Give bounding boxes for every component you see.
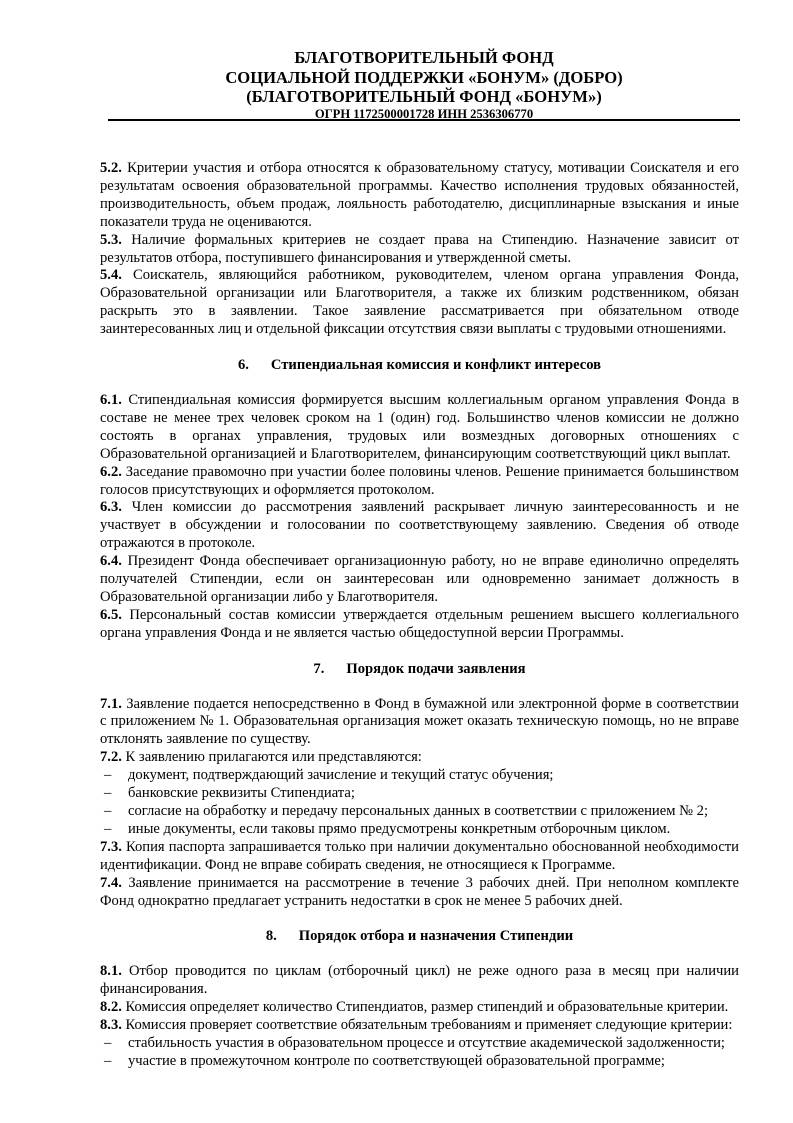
clause-number: 7.2. xyxy=(100,749,122,766)
clause-6-4 xyxy=(100,553,739,607)
clause-text: Отбор проводится по циклам (отборочный цикл) не реже одного раза в месяц при наличии финансирования. xyxy=(100,963,739,998)
clause-text: Заседание правомочно при участии более половины членов. Решение принимается большинством голосов присутствующих и оформляется протоколом. xyxy=(100,463,739,498)
clause-7-1 xyxy=(100,696,739,750)
clause-text: Комиссия определяет количество Стипендиатов, размер стипендий и образовательные критерии. xyxy=(125,999,729,1016)
clause-number: 7.1. xyxy=(100,695,122,712)
clause-text: Заявление принимается на рассмотрение в течение 3 рабочих дней. При неполном комплекте Фонд однократно предлагает устранить недостатки в срок не менее 5 рабочих дней. xyxy=(100,874,739,909)
clause-text: Критерии участия и отбора относятся к образовательному статусу, мотивации Соискателя и его результатам освоения образовательной программы. Качество исполнения трудовых обязанностей, производительность, объем продаж, лояльность работодателю, дисциплинарные взыскания и иные показатели труда не оцениваются. xyxy=(100,160,739,230)
clause-number: 5.4. xyxy=(100,267,122,284)
clause-8-1 xyxy=(100,963,739,999)
clause-6-3 xyxy=(100,499,739,553)
clause-5-4 xyxy=(100,267,739,339)
clause-number: 8.3. xyxy=(100,1017,122,1034)
clause-6-2 xyxy=(100,464,739,500)
clause-7-3 xyxy=(100,839,739,875)
list-item: – иные документы, если таковы прямо предусмотрены конкретным отборочным циклом. xyxy=(100,821,739,839)
clause-text: Президент Фонда обеспечивает организационную работу, но не вправе единолично определять получателей Стипендии, если он заинтересован или одновременно занимает должность в Образовательной организации либо у Благотворителя. xyxy=(100,553,739,605)
list-item: – документ, подтверждающий зачисление и текущий статус обучения; xyxy=(100,767,739,785)
section-number: 6. xyxy=(237,357,249,374)
section-title: Порядок отбора и назначения Стипендии xyxy=(298,928,574,945)
header-line-3: (БЛАГОТВОРИТЕЛЬНЫЙ ФОНД «БОНУМ») xyxy=(246,87,602,106)
clause-number: 8.1. xyxy=(100,963,122,980)
clause-7-4 xyxy=(100,875,739,911)
clause-text: Наличие формальных критериев не создает права на Стипендию. Назначение зависит от результатов отбора, поступившего финансирования и утвержденной сметы. xyxy=(100,231,740,266)
section-6-heading xyxy=(100,357,739,375)
clause-text: Стипендиальная комиссия формируется высшим коллегиальным органом управления Фонда в составе не менее трех человек сроком на 1 (один) год. Большинство членов комиссии не должно состоять в органах управления, трудовых или возмездных договорных отношениях с Образовательной организацией и Благотворителем, финансирующим соответствующий цикл выплат. xyxy=(100,391,739,462)
clause-text: Комиссия проверяет соответствие обязательным требованиям и применяет следующие критерии: xyxy=(125,1017,733,1034)
section-title: Порядок подачи заявления xyxy=(346,660,526,677)
clause-text: К заявлению прилагаются или представляются: xyxy=(125,749,422,766)
clause-text: Заявление подается непосредственно в Фонд в бумажной или электронной форме в соответствии с приложением № 1. Образовательная организация может оказать техническую помощь, но не вправе отклонять заявление по существу. xyxy=(100,695,739,748)
section-8-heading xyxy=(100,928,739,946)
clause-6-5 xyxy=(100,607,739,643)
clause-number: 5.2. xyxy=(100,160,122,176)
clause-7-2 xyxy=(100,749,739,767)
document-body xyxy=(100,160,739,1071)
header-line-1: БЛАГОТВОРИТЕЛЬНЫЙ ФОНД xyxy=(294,48,554,67)
clause-text: Соискатель, являющийся работником, руководителем, членом органа управления Фонда, Образовательной организации или Благотворителя, а также их близким родственником, обязан раскрыть это в заявлении. Такое заявление рассматривается при обязательном отводе заинтересованных лиц и отдельной фиксации отсутствия связи выплаты с трудовыми отношениями. xyxy=(100,267,739,338)
list-item: – участие в промежуточном контроле по соответствующей образовательной программе; xyxy=(100,1053,739,1071)
clause-number: 7.4. xyxy=(100,874,122,891)
clause-number: 6.3. xyxy=(100,499,122,516)
clause-number: 5.3. xyxy=(100,231,122,248)
clause-number: 7.3. xyxy=(100,838,122,855)
header-line-2: СОЦИАЛЬНОЙ ПОДДЕРЖКИ «БОНУМ» (ДОБРО) xyxy=(225,67,623,87)
clause-text: Копия паспорта запрашивается только при наличии документально обоснованной необходимости идентификации. Фонд не вправе собирать сведения, не относящиеся к Программе. xyxy=(100,838,739,873)
list-item: – согласие на обработку и передачу персональных данных в соответствии с приложением № 2; xyxy=(100,803,739,821)
clause-text: Член комиссии до рассмотрения заявлений раскрывает личную заинтересованность и не участвует в обсуждении и голосовании по соответствующему заявлению. Сведения об отводе отражаются в протоколе. xyxy=(100,499,739,552)
header-divider xyxy=(108,119,740,121)
section-number: 8. xyxy=(265,928,277,945)
clause-5-3 xyxy=(100,232,739,268)
header-registration-ids: ОГРН 1172500001728 ИНН 2536306770 xyxy=(314,106,534,121)
clause-8-2 xyxy=(100,999,739,1017)
list-item: – стабильность участия в образовательном процессе и отсутствие академической задолженности; xyxy=(100,1035,739,1053)
list-item: – банковские реквизиты Стипендиата; xyxy=(100,785,739,803)
documents-list xyxy=(100,767,739,839)
clause-number: 6.1. xyxy=(100,391,122,408)
criteria-list xyxy=(100,1035,739,1071)
clause-number: 6.5. xyxy=(100,606,122,623)
clause-6-1 xyxy=(100,392,739,464)
clause-number: 6.4. xyxy=(100,553,122,570)
document-header xyxy=(108,48,740,121)
clause-5-2 xyxy=(100,160,739,232)
section-title: Стипендиальная комиссия и конфликт интересов xyxy=(270,357,602,374)
section-7-heading xyxy=(100,661,739,679)
clause-number: 6.2. xyxy=(100,463,122,480)
clause-8-3 xyxy=(100,1017,739,1035)
clause-text: Персональный состав комиссии утверждается отдельным решением высшего коллегиального органа управления Фонда и не является частью общедоступной версии Программы. xyxy=(100,606,739,641)
clause-number: 8.2. xyxy=(100,999,122,1016)
section-number: 7. xyxy=(313,660,325,677)
